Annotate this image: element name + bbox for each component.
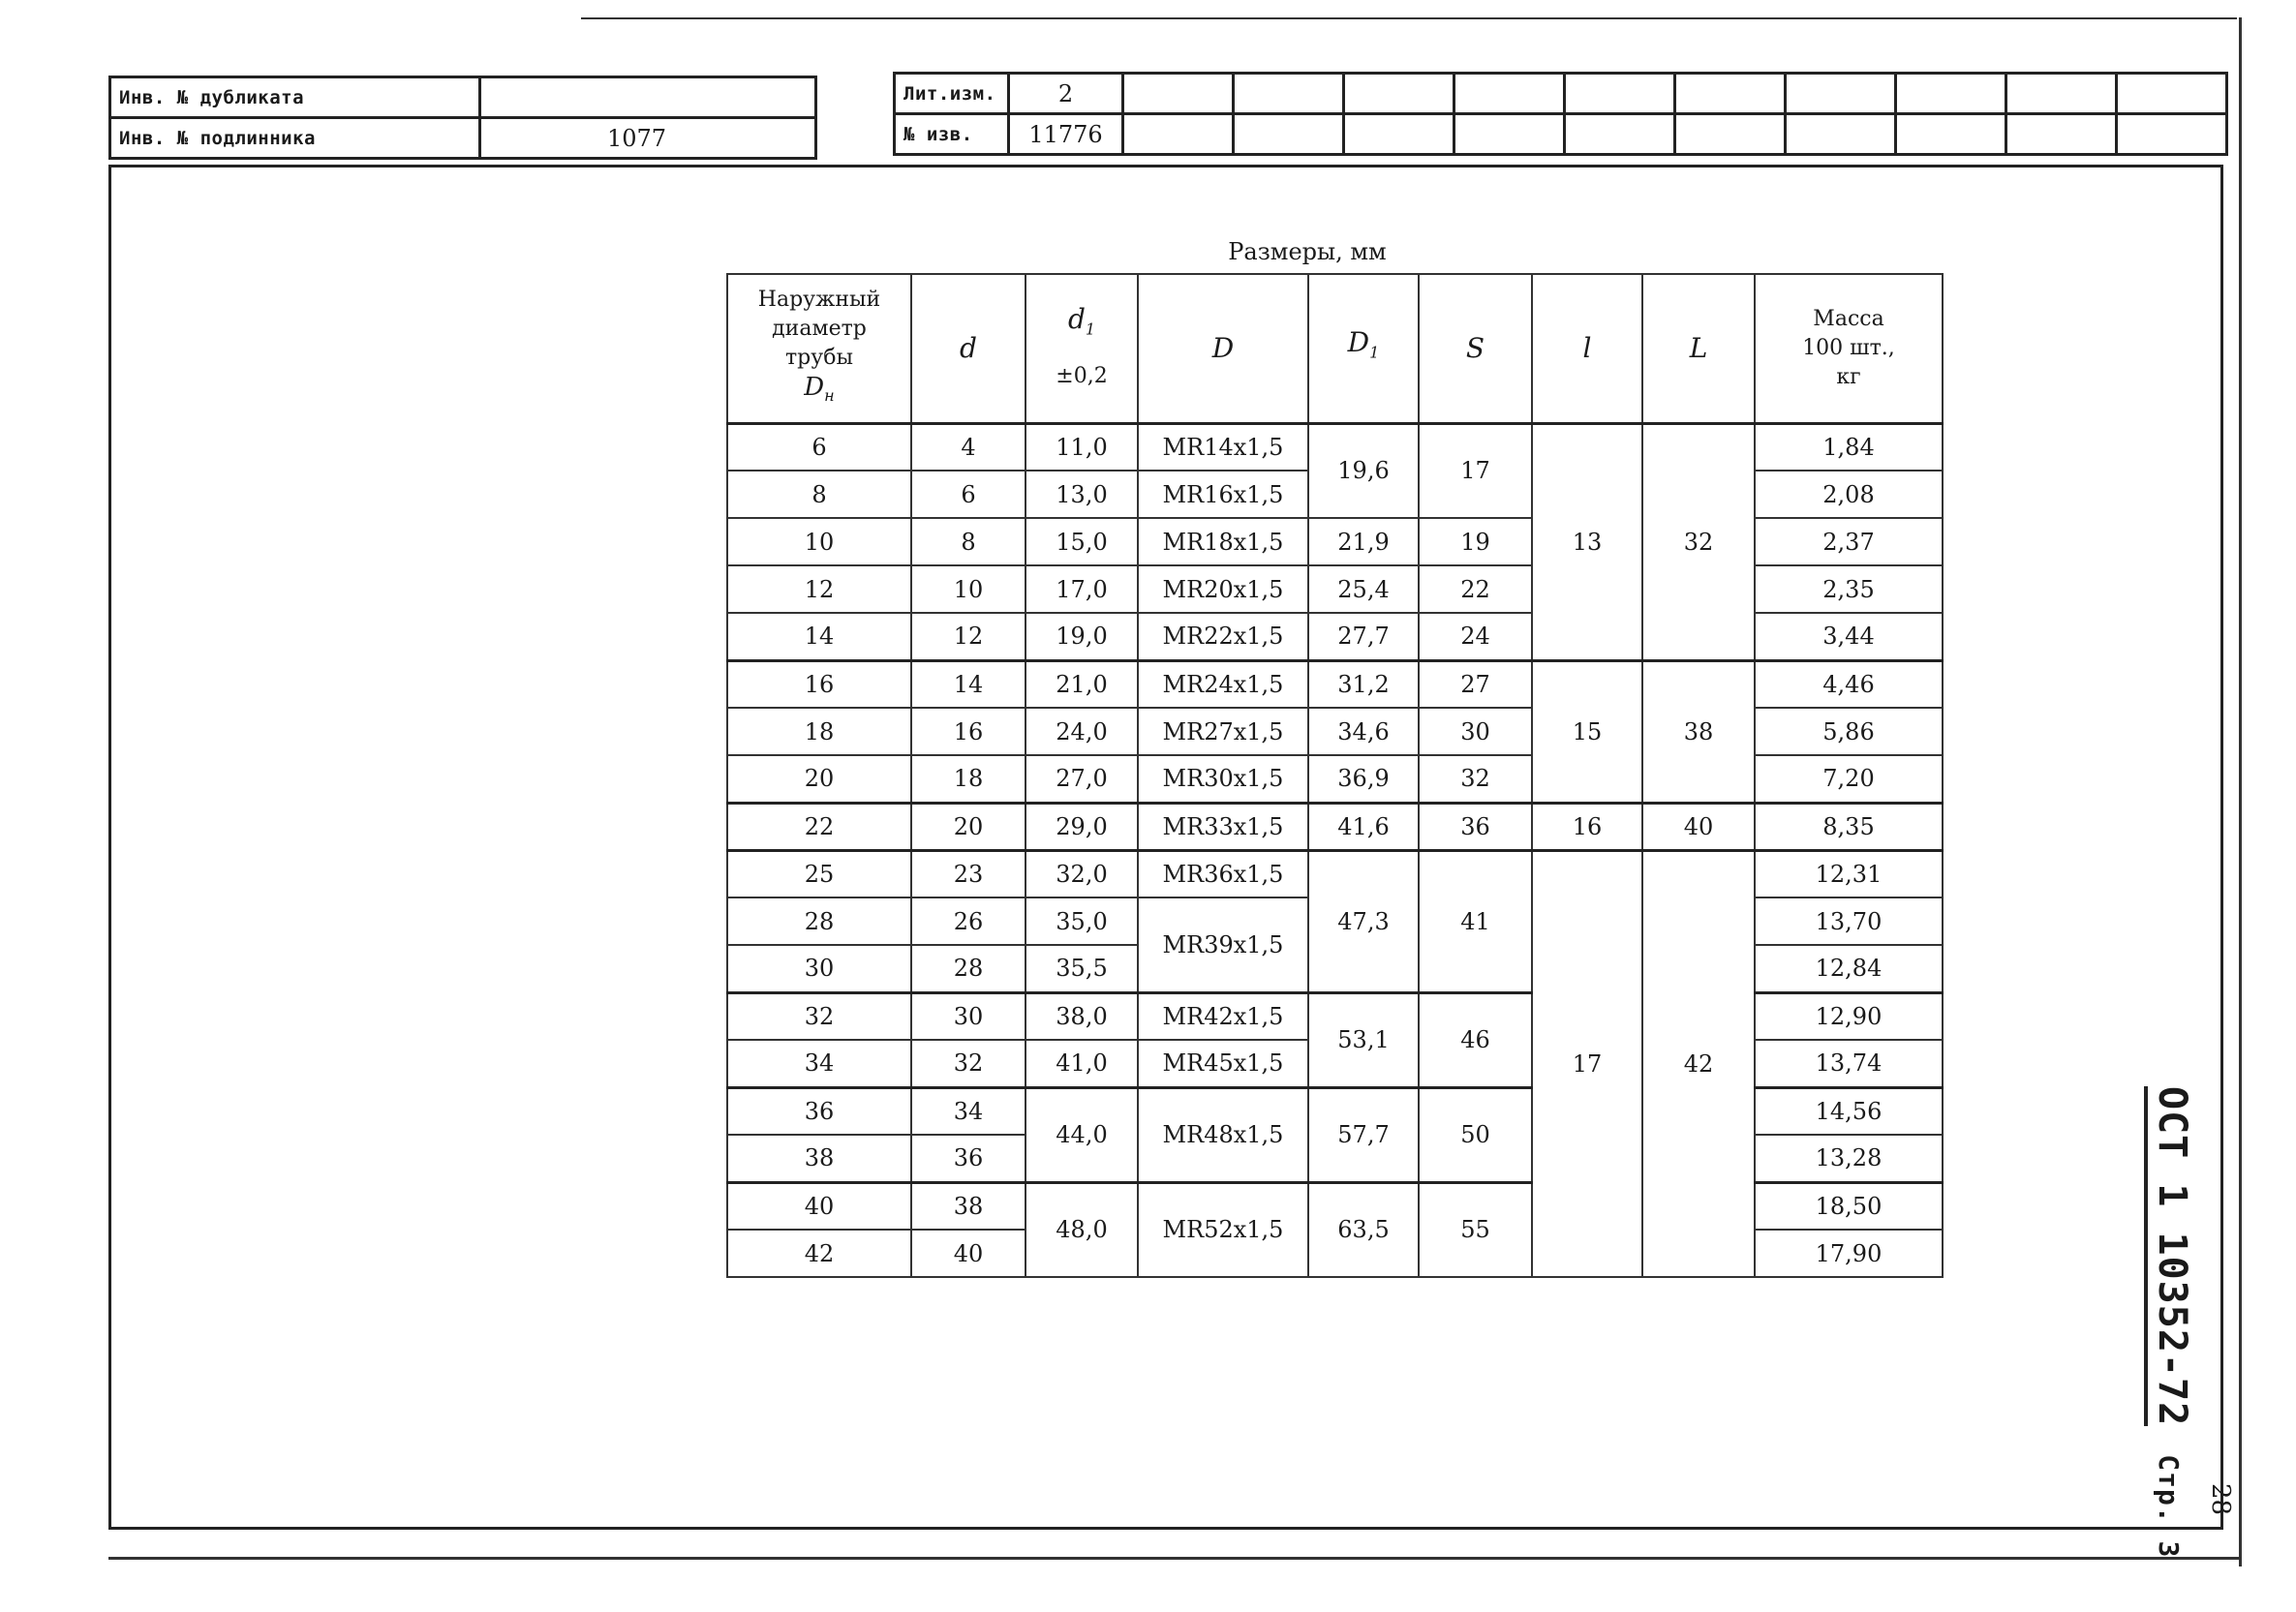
cell-l: 17	[1532, 850, 1642, 1277]
stamp-cell	[2117, 74, 2227, 114]
cell-D1: 21,9	[1308, 518, 1419, 565]
stamp-cell	[2117, 114, 2227, 155]
cell-dn: 30	[727, 945, 911, 992]
header-d: d	[911, 274, 1026, 423]
cell-D1: 57,7	[1308, 1087, 1419, 1182]
stamp-cell	[1896, 74, 2006, 114]
cell-mass: 2,37	[1755, 518, 1943, 565]
cell-d: 10	[911, 565, 1026, 613]
header-D1-sub: 1	[1369, 344, 1380, 363]
cell-d: 18	[911, 755, 1026, 803]
stamp-cell	[1454, 114, 1565, 155]
cell-dn: 40	[727, 1182, 911, 1230]
header-dn-line3: трубы	[785, 346, 853, 371]
cell-S: 17	[1419, 423, 1532, 518]
table-caption: Размеры, мм	[1228, 238, 1387, 265]
cell-d1: 38,0	[1026, 992, 1138, 1040]
header-outer-diameter	[727, 274, 911, 423]
cell-L: 32	[1642, 423, 1755, 660]
header-d1	[1026, 274, 1138, 423]
table-row	[727, 850, 1943, 897]
cell-mass: 2,35	[1755, 565, 1943, 613]
cell-D: MR16x1,5	[1138, 471, 1308, 518]
cell-d1: 32,0	[1026, 850, 1138, 897]
cell-d1: 27,0	[1026, 755, 1138, 803]
stamp-duplicate-value	[480, 77, 816, 118]
cell-S: 55	[1419, 1182, 1532, 1277]
cell-d1: 48,0	[1026, 1182, 1138, 1277]
stamp-cell	[1565, 74, 1675, 114]
stamp-cell	[1123, 74, 1234, 114]
cell-D: MR48x1,5	[1138, 1087, 1308, 1182]
cell-S: 27	[1419, 660, 1532, 708]
cell-d: 12	[911, 613, 1026, 660]
stamp-original-label: Инв. № подлинника	[110, 118, 480, 159]
cell-D: MR20x1,5	[1138, 565, 1308, 613]
cell-d1: 24,0	[1026, 708, 1138, 755]
cell-mass: 13,70	[1755, 897, 1943, 945]
cell-d: 34	[911, 1087, 1026, 1135]
cell-dn: 38	[727, 1135, 911, 1182]
header-D1	[1308, 274, 1419, 423]
cell-mass: 5,86	[1755, 708, 1943, 755]
cell-D1: 34,6	[1308, 708, 1419, 755]
cell-dn: 8	[727, 471, 911, 518]
cell-d: 38	[911, 1182, 1026, 1230]
header-mass	[1755, 274, 1943, 423]
table-row	[727, 708, 1943, 755]
cell-l: 16	[1532, 803, 1642, 850]
cell-D: MR45x1,5	[1138, 1040, 1308, 1087]
cell-D1: 36,9	[1308, 755, 1419, 803]
header-d1-tolerance: ±0,2	[1056, 364, 1108, 389]
cell-D1: 63,5	[1308, 1182, 1419, 1277]
cell-mass: 1,84	[1755, 423, 1943, 471]
stamp-notice-label: № изв.	[895, 114, 1009, 155]
cell-D: MR27x1,5	[1138, 708, 1308, 755]
cell-dn: 34	[727, 1040, 911, 1087]
cell-dn: 14	[727, 613, 911, 660]
cell-d: 36	[911, 1135, 1026, 1182]
cell-S: 19	[1419, 518, 1532, 565]
cell-d: 14	[911, 660, 1026, 708]
cell-dn: 16	[727, 660, 911, 708]
cell-D: MR33x1,5	[1138, 803, 1308, 850]
cell-l: 13	[1532, 423, 1642, 660]
cell-dn: 10	[727, 518, 911, 565]
stamp-revision-value: 2	[1009, 74, 1123, 114]
cell-d1: 19,0	[1026, 613, 1138, 660]
cell-d1: 29,0	[1026, 803, 1138, 850]
dimensions-table	[726, 273, 1944, 1278]
stamp-cell	[1123, 114, 1234, 155]
cell-S: 22	[1419, 565, 1532, 613]
cell-mass: 13,74	[1755, 1040, 1943, 1087]
stamp-inventory	[108, 76, 817, 160]
table-row	[727, 1087, 1943, 1135]
cell-mass: 12,31	[1755, 850, 1943, 897]
cell-D: MR52x1,5	[1138, 1182, 1308, 1277]
cell-mass: 8,35	[1755, 803, 1943, 850]
stamp-cell	[2006, 114, 2117, 155]
cell-dn: 18	[727, 708, 911, 755]
cell-D1: 41,6	[1308, 803, 1419, 850]
stamp-cell	[1234, 74, 1344, 114]
document-code	[2150, 1086, 2194, 1558]
cell-mass: 13,28	[1755, 1135, 1943, 1182]
header-D: D	[1138, 274, 1308, 423]
header-mass-line1: Масса	[1813, 306, 1884, 331]
header-dn-symbol: D	[804, 373, 825, 403]
stamp-cell	[1675, 114, 1786, 155]
header-D1-symbol: D	[1347, 326, 1370, 359]
cell-D: MR24x1,5	[1138, 660, 1308, 708]
stamp-cell	[1896, 114, 2006, 155]
cell-dn: 32	[727, 992, 911, 1040]
header-mass-line2: 100 шт.,	[1802, 335, 1895, 360]
header-l: l	[1532, 274, 1642, 423]
table-row	[727, 565, 1943, 613]
cell-D1: 19,6	[1308, 423, 1419, 518]
stamp-changes	[893, 72, 2228, 156]
cell-S: 46	[1419, 992, 1532, 1087]
cell-d: 16	[911, 708, 1026, 755]
cell-mass: 3,44	[1755, 613, 1943, 660]
header-dn-line1: Наружный	[757, 288, 881, 313]
cell-d1: 41,0	[1026, 1040, 1138, 1087]
stamp-cell	[1454, 74, 1565, 114]
cell-D1: 47,3	[1308, 850, 1419, 992]
cell-mass: 14,56	[1755, 1087, 1943, 1135]
cell-S: 41	[1419, 850, 1532, 992]
cell-d1: 17,0	[1026, 565, 1138, 613]
cell-dn: 36	[727, 1087, 911, 1135]
cell-d: 6	[911, 471, 1026, 518]
table-row	[727, 423, 1943, 471]
cell-D1: 27,7	[1308, 613, 1419, 660]
top-margin-line	[581, 17, 2237, 19]
header-S: S	[1419, 274, 1532, 423]
cell-D1: 31,2	[1308, 660, 1419, 708]
document-code-text: ОСТ 1 10352-72	[2144, 1086, 2194, 1426]
cell-S: 24	[1419, 613, 1532, 660]
stamp-cell	[1344, 114, 1454, 155]
header-d1-sub: 1	[1085, 320, 1096, 340]
cell-D: MR30x1,5	[1138, 755, 1308, 803]
stamp-duplicate-label: Инв. № дубликата	[110, 77, 480, 118]
cell-d: 32	[911, 1040, 1026, 1087]
cell-mass: 18,50	[1755, 1182, 1943, 1230]
cell-dn: 22	[727, 803, 911, 850]
cell-d: 26	[911, 897, 1026, 945]
cell-D: MR39x1,5	[1138, 897, 1308, 992]
cell-S: 36	[1419, 803, 1532, 850]
cell-D1: 53,1	[1308, 992, 1419, 1087]
cell-d: 40	[911, 1230, 1026, 1277]
cell-d: 30	[911, 992, 1026, 1040]
cell-S: 32	[1419, 755, 1532, 803]
cell-S: 30	[1419, 708, 1532, 755]
cell-mass: 4,46	[1755, 660, 1943, 708]
table-row	[727, 1182, 1943, 1230]
cell-d1: 35,0	[1026, 897, 1138, 945]
cell-d: 28	[911, 945, 1026, 992]
cell-D: MR42x1,5	[1138, 992, 1308, 1040]
cell-L: 38	[1642, 660, 1755, 803]
cell-dn: 42	[727, 1230, 911, 1277]
page-label: Стр. 3	[2153, 1454, 2185, 1559]
cell-mass: 12,84	[1755, 945, 1943, 992]
cell-d1: 15,0	[1026, 518, 1138, 565]
cell-S: 50	[1419, 1087, 1532, 1182]
stamp-cell	[1786, 114, 1896, 155]
table-row	[727, 755, 1943, 803]
cell-dn: 28	[727, 897, 911, 945]
header-mass-line3: кг	[1836, 364, 1861, 389]
header-dn-line2: диаметр	[772, 317, 867, 342]
header-dn-sub: н	[824, 386, 835, 406]
cell-dn: 6	[727, 423, 911, 471]
sheet-number: 28	[2206, 1483, 2235, 1516]
table-row	[727, 518, 1943, 565]
table-row	[727, 660, 1943, 708]
cell-l: 15	[1532, 660, 1642, 803]
cell-D: MR22x1,5	[1138, 613, 1308, 660]
cell-D: MR14x1,5	[1138, 423, 1308, 471]
stamp-original-value: 1077	[480, 118, 816, 159]
cell-mass: 17,90	[1755, 1230, 1943, 1277]
stamp-cell	[1675, 74, 1786, 114]
stamp-cell	[1565, 114, 1675, 155]
cell-mass: 12,90	[1755, 992, 1943, 1040]
table-row	[727, 803, 1943, 850]
right-margin-line	[2239, 17, 2242, 1566]
cell-L: 40	[1642, 803, 1755, 850]
cell-d1: 21,0	[1026, 660, 1138, 708]
header-d1-symbol: d	[1067, 303, 1086, 336]
cell-d: 4	[911, 423, 1026, 471]
stamp-cell	[2006, 74, 2117, 114]
stamp-revision-label: Лит.изм.	[895, 74, 1009, 114]
cell-d: 20	[911, 803, 1026, 850]
cell-d1: 11,0	[1026, 423, 1138, 471]
cell-D1: 25,4	[1308, 565, 1419, 613]
cell-dn: 25	[727, 850, 911, 897]
cell-mass: 7,20	[1755, 755, 1943, 803]
cell-dn: 20	[727, 755, 911, 803]
table-row	[727, 992, 1943, 1040]
cell-D: MR36x1,5	[1138, 850, 1308, 897]
stamp-notice-value: 11776	[1009, 114, 1123, 155]
cell-d: 23	[911, 850, 1026, 897]
stamp-cell	[1344, 74, 1454, 114]
cell-D: MR18x1,5	[1138, 518, 1308, 565]
cell-mass: 2,08	[1755, 471, 1943, 518]
cell-dn: 12	[727, 565, 911, 613]
header-L: L	[1642, 274, 1755, 423]
table-row	[727, 613, 1943, 660]
cell-d: 8	[911, 518, 1026, 565]
stamp-cell	[1786, 74, 1896, 114]
cell-d1: 35,5	[1026, 945, 1138, 992]
stamp-cell	[1234, 114, 1344, 155]
cell-d1: 13,0	[1026, 471, 1138, 518]
bottom-margin-line	[108, 1557, 2239, 1560]
cell-L: 42	[1642, 850, 1755, 1277]
cell-d1: 44,0	[1026, 1087, 1138, 1182]
